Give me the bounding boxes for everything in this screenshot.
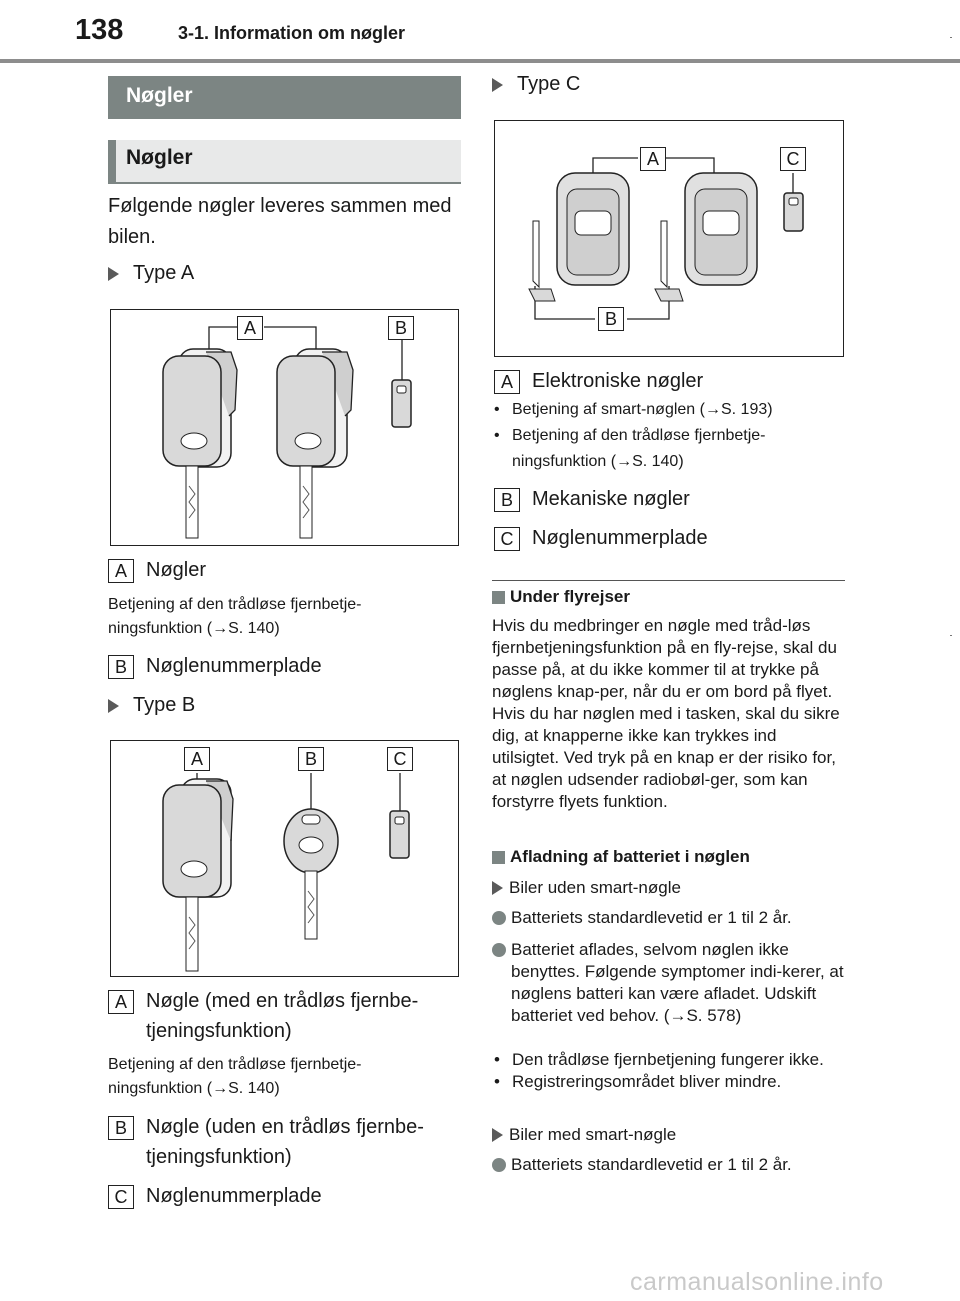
label-box: C — [108, 1185, 134, 1209]
type-a-note: Betjening af den trådløse fjernbetje-ningsfunktion (→S. 140) — [108, 596, 362, 637]
no-smart-heading: Biler uden smart-nøgle — [492, 877, 681, 899]
figure-type-c — [494, 120, 844, 357]
chapter-title: 3-1. Information om nøgler — [178, 23, 406, 43]
edge-mark — [950, 635, 952, 636]
watermark: carmanualsonline.info — [630, 1268, 884, 1296]
label-box: A — [108, 990, 134, 1014]
triangle-bullet-icon — [492, 881, 503, 895]
square-bullet-icon — [492, 591, 505, 604]
type-a-item-b: B Nøglenummerplade — [108, 651, 322, 681]
page-number: 138 — [75, 14, 124, 46]
number-plate-c — [390, 811, 409, 858]
type-b-heading: Type B — [108, 694, 195, 717]
figure-label: C — [780, 147, 806, 171]
with-smart-heading: Biler med smart-nøgle — [492, 1124, 676, 1146]
square-bullet-icon — [492, 851, 505, 864]
type-c-bullets — [494, 397, 844, 475]
header-rule — [0, 59, 960, 63]
figure-label: B — [598, 307, 624, 331]
number-plate-b — [392, 380, 411, 427]
type-b-item-a: A Nøgle (med en trådløs fjernbe-tjeningsfunktion) — [108, 986, 453, 1046]
key-fob-a1 — [163, 349, 237, 538]
circle-bullet-icon — [492, 911, 506, 925]
type-b-item-c: C Nøglenummerplade — [108, 1181, 322, 1211]
key-fob-b1 — [163, 779, 233, 971]
figure-label: A — [184, 747, 210, 771]
battery-discharge: Batteriet aflades, selvom nøglen ikke benyttes. Følgende symptomer indi-kerer, at nøglens batteri kan være afladet. Udskift batteriet ved behov. (→S. 578) — [492, 939, 844, 1027]
figure-type-b — [110, 740, 459, 977]
list-item: • Registreringsområdet bliver mindre. — [494, 1072, 782, 1091]
triangle-bullet-icon — [108, 267, 119, 281]
label-box: A — [108, 559, 134, 583]
symptom-list — [494, 1049, 844, 1093]
figure-label: A — [640, 147, 666, 171]
figure-label: B — [298, 747, 324, 771]
figure-type-a — [110, 309, 459, 546]
list-item: • Betjening af den trådløse fjernbetje-ningsfunktion (→S. 140) — [494, 427, 766, 470]
type-b-note: Betjening af den trådløse fjernbetje-ningsfunktion (→S. 140) — [108, 1056, 362, 1097]
section-title: Nøgler — [108, 76, 461, 119]
triangle-bullet-icon — [108, 699, 119, 713]
key-fob-a2 — [277, 349, 353, 538]
triangle-bullet-icon — [492, 78, 503, 92]
edge-mark — [950, 37, 952, 38]
label-box: B — [108, 1116, 134, 1140]
number-plate-c — [784, 193, 803, 231]
label-box: B — [494, 488, 520, 512]
circle-bullet-icon — [492, 943, 506, 957]
triangle-bullet-icon — [492, 1128, 503, 1142]
list-item: • Betjening af smart-nøglen (→S. 193) — [494, 401, 773, 418]
label-box: C — [494, 527, 520, 551]
figure-label: C — [387, 747, 413, 771]
type-b-item-b: B Nøgle (uden en trådløs fjernbe-tjeningsfunktion) — [108, 1112, 453, 1172]
battery-title: Afladning af batteriet i nøglen — [492, 847, 750, 867]
label-box: A — [494, 370, 520, 394]
label-box: B — [108, 655, 134, 679]
type-c-item-c: C Nøglenummerplade — [494, 523, 708, 553]
intro-text: Følgende nøgler leveres sammen med bilen. — [108, 195, 452, 248]
battery-life-2: Batteriets standardlevetid er 1 til 2 år. — [492, 1154, 844, 1176]
type-a-item-a: A Nøgler — [108, 555, 206, 585]
type-a-heading: Type A — [108, 262, 194, 285]
list-item: • Den trådløse fjernbetjening fungerer ikke. — [494, 1050, 824, 1069]
subsection-title: Nøgler — [108, 140, 461, 184]
smart-key-c2 — [655, 173, 757, 301]
divider — [492, 580, 845, 581]
plain-key-b — [284, 809, 338, 939]
type-c-heading: Type C — [492, 73, 580, 96]
figure-label: B — [388, 316, 414, 340]
type-c-item-a: A Elektroniske nøgler — [494, 366, 703, 396]
flight-title: Under flyrejser — [492, 587, 630, 607]
flight-text: Hvis du medbringer en nøgle med tråd-løs fjernbetjeningsfunktion på en fly-rejse, skal du passe på, at du ikke kommer til at trykke på nøglens knap-per, når du er om bord på flyet. Hvis du har nøglen med i tasken, skal du sikre dig, at knapperne ikke kan trykkes ind utilsigtet. Ved tryk på en knap er der risiko for, at nøglen udsender radiobøl-ger, som kan forstyrre flyets funktion. — [492, 616, 840, 811]
figure-label: A — [237, 316, 263, 340]
type-c-item-b: B Mekaniske nøgler — [494, 484, 690, 514]
smart-key-c1 — [529, 173, 629, 301]
battery-life-1: Batteriets standardlevetid er 1 til 2 år. — [492, 907, 844, 929]
circle-bullet-icon — [492, 1158, 506, 1172]
